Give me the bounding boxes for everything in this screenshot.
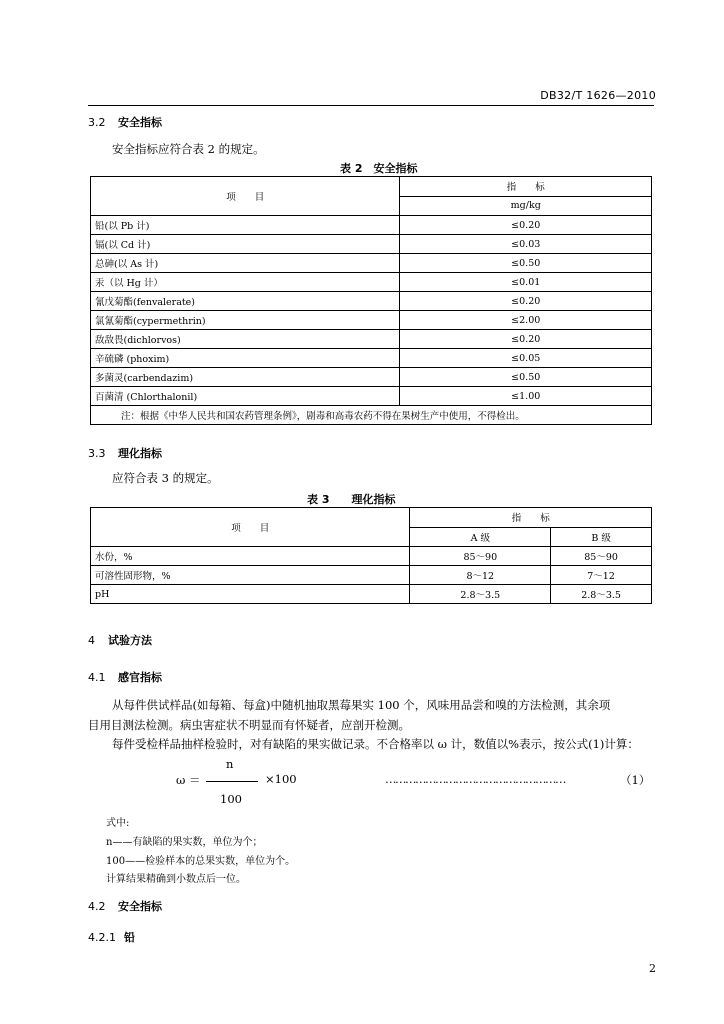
- value-cell: ≤0.20: [400, 292, 652, 311]
- table-row: [91, 273, 652, 292]
- item-cell: 汞（以 Hg 计）: [91, 273, 400, 292]
- table-note-row: [91, 406, 652, 425]
- value-cell: ≤0.03: [400, 235, 652, 254]
- header-index: 指 标: [410, 508, 652, 528]
- section-3-3-heading: [88, 445, 162, 461]
- table-header-row: [91, 177, 652, 197]
- table-row: [91, 235, 652, 254]
- value-cell: ≤0.50: [400, 254, 652, 273]
- item-cell: pH: [91, 585, 410, 604]
- physicochemical-table: [90, 507, 652, 604]
- table-row: [91, 254, 652, 273]
- table-row: [91, 368, 652, 387]
- item-cell: 辛硫磷 (phoxim): [91, 349, 400, 368]
- item-cell: 氯氰菊酯(cypermethrin): [91, 311, 400, 330]
- table-row: [91, 216, 652, 235]
- section-number: 4.2.1: [88, 931, 116, 944]
- table-3-caption: 表 3 理化指标: [307, 493, 396, 506]
- section-4-heading: [88, 632, 152, 648]
- section-title: 感官指标: [118, 671, 162, 684]
- table-row: [91, 330, 652, 349]
- item-cell: 总砷(以 As 计): [91, 254, 400, 273]
- section-number: 3.3: [88, 447, 106, 460]
- formula-multiplier: ×100: [265, 772, 297, 786]
- table-row: [91, 547, 652, 566]
- section-title: 安全指标: [118, 116, 162, 129]
- where-label: 式中:: [106, 818, 130, 829]
- rounding-note: 计算结果精确到小数点后一位。: [106, 874, 246, 885]
- item-cell: 百菌清 (Chlorthalonil): [91, 387, 400, 406]
- header-rule: [88, 105, 654, 106]
- header-grade-b: B 级: [551, 527, 652, 547]
- paragraph-line: 每件受检样品抽样检验时，对有缺陷的果实做记录。不合格率以 ω 计，数值以%表示，按公式(1)计算：: [112, 737, 639, 751]
- item-cell: 敌敌畏(dichlorvos): [91, 330, 400, 349]
- section-title: 铅: [124, 931, 135, 944]
- table-row: [91, 387, 652, 406]
- formula-denominator: 100: [220, 792, 242, 806]
- item-cell: 可溶性固形物，%: [91, 566, 410, 585]
- section-number: 3.2: [88, 116, 106, 129]
- table-row: [91, 292, 652, 311]
- page-number: 2: [649, 962, 656, 975]
- grade-b-cell: 7～12: [551, 566, 652, 585]
- formula-numerator: n: [226, 757, 234, 771]
- safety-table: [90, 176, 652, 425]
- table-row: [91, 349, 652, 368]
- header-index: 指 标: [400, 177, 652, 197]
- value-cell: ≤0.20: [400, 216, 652, 235]
- table-row: [91, 311, 652, 330]
- section-number: 4.2: [88, 900, 106, 913]
- value-cell: ≤0.50: [400, 368, 652, 387]
- section-number: 4: [88, 634, 95, 647]
- value-cell: ≤2.00: [400, 311, 652, 330]
- grade-b-cell: 85～90: [551, 547, 652, 566]
- fraction-bar: [206, 781, 258, 782]
- item-cell: 铅(以 Pb 计): [91, 216, 400, 235]
- section-number: 4.1: [88, 671, 106, 684]
- section-4-1-heading: [88, 669, 162, 685]
- grade-a-cell: 2.8～3.5: [410, 585, 551, 604]
- section-title: 理化指标: [118, 447, 162, 460]
- section-3-3-text: 应符合表 3 的规定。: [112, 471, 219, 485]
- formula-leader-dots: ………………………………………………: [385, 772, 565, 786]
- item-cell: 水份，%: [91, 547, 410, 566]
- paragraph-line: 从每件供试样品(如每箱、每盒)中随机抽取黑莓果实 100 个，风味用品尝和嗅的方法检测，其余项: [112, 698, 611, 712]
- value-cell: ≤1.00: [400, 387, 652, 406]
- item-cell: 多菌灵(carbendazim): [91, 368, 400, 387]
- header-grade-a: A 级: [410, 527, 551, 547]
- paragraph-line: 目用目测法检测。病虫害症状不明显而有怀疑者，应剖开检测。: [88, 718, 410, 732]
- header-item: 项 目: [91, 508, 410, 547]
- document-code: DB32/T 1626—2010: [540, 89, 656, 102]
- section-title: 试验方法: [108, 634, 152, 647]
- formula-lhs: ω ＝: [176, 773, 201, 787]
- item-cell: 镉(以 Cd 计): [91, 235, 400, 254]
- grade-a-cell: 8～12: [410, 566, 551, 585]
- table-note: 注：根据《中华人民共和国农药管理条例》，剧毒和高毒农药不得在果树生产中使用，不得检出。: [91, 406, 652, 425]
- table-row: [91, 566, 652, 585]
- table-row: [91, 585, 652, 604]
- variable-definition: n——有缺陷的果实数，单位为个；: [106, 837, 263, 848]
- value-cell: ≤0.05: [400, 349, 652, 368]
- value-cell: ≤0.01: [400, 273, 652, 292]
- formula-label: （1）: [620, 773, 651, 787]
- header-item: 项 目: [91, 177, 400, 216]
- table-header-row: [91, 508, 652, 528]
- value-cell: ≤0.20: [400, 330, 652, 349]
- section-4-2-heading: [88, 898, 162, 914]
- header-unit: mg/kg: [400, 196, 652, 216]
- table-2-caption: 表 2 安全指标: [340, 162, 418, 175]
- section-title: 安全指标: [118, 900, 162, 913]
- section-4-2-1-heading: [88, 929, 135, 945]
- variable-definition: 100——检验样本的总果实数，单位为个。: [106, 856, 296, 867]
- item-cell: 氰戊菊酯(fenvalerate): [91, 292, 400, 311]
- grade-a-cell: 85～90: [410, 547, 551, 566]
- section-3-2-heading: [88, 114, 162, 130]
- section-3-2-text: 安全指标应符合表 2 的规定。: [112, 142, 265, 156]
- grade-b-cell: 2.8～3.5: [551, 585, 652, 604]
